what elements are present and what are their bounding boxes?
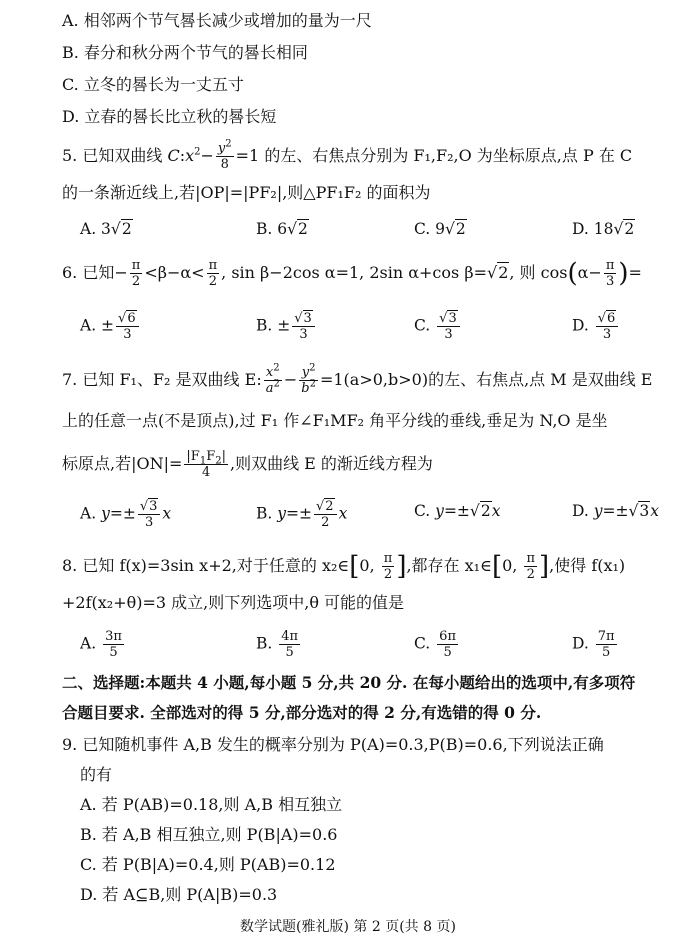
q8-option-d: D. $\frac{7\pi}{5}$: [572, 629, 615, 660]
q8-option-a: A. $\frac{3\pi}{5}$: [80, 629, 122, 660]
q7-prefix: 7. 已知 F₁、F₂ 是双曲线 E:: [62, 370, 262, 389]
q4-option-c: C. 立冬的晷长为一丈五寸: [62, 75, 244, 94]
section2-line2: 合题目要求. 全部选对的得 5 分,部分选对的得 2 分,有选错的得 0 分.: [62, 703, 542, 722]
q6-prefix: 6. 已知: [62, 263, 115, 282]
q5-option-b: B. 6√2: [256, 220, 308, 238]
q5-option-a: A. 3√2: [80, 220, 132, 238]
q8-option-c: C. $\frac{6\pi}{5}$: [414, 629, 456, 660]
q6-mid: , sin β−2cos α=1, 2sin α+cos β=: [221, 263, 487, 282]
q9-stem-line2: 的有: [80, 765, 113, 784]
q5-prefix: 5. 已知双曲线: [62, 146, 168, 165]
q6-option-b: B. ± $\frac{√3}{3}$: [256, 312, 317, 341]
q9-option-a: A. 若 P(AB)=0.18,则 A,B 相互独立: [80, 795, 343, 814]
q5-option-d: D. 18√2: [572, 220, 635, 238]
page-footer: 数学试题(雅礼版) 第 2 页(共 8 页): [240, 919, 456, 935]
section2-line1: 二、选择题:本题共 4 小题,每小题 5 分,共 20 分. 在每小题给出的选项中,有多项符: [62, 673, 636, 692]
q5-option-c: C. 9√2: [414, 220, 466, 238]
q6-option-a: A. ± $\frac{√6}{3}$: [80, 312, 141, 341]
q9-option-b: B. 若 A,B 相互独立,则 P(B|A)=0.6: [80, 825, 338, 844]
q7-option-d: D. y=±√3x: [572, 502, 659, 520]
q5-stem-line2: 的一条渐近线上,若|OP|=|PF₂|,则△PF₁F₂ 的面积为: [62, 183, 431, 202]
q7-option-c: C. y=±√2x: [414, 502, 501, 520]
q6-stem: 6. 已知− $\frac{\pi}{2}$ <β−α< $\frac{\pi}{2}$ , sin β−2cos α=1, 2sin α+cos β=√2, 则 cos(α− $\frac{\pi}{3}$ )=: [62, 258, 642, 289]
q8-stem-line2: +2f(x₂+θ)=3 成立,则下列选项中,θ 可能的值是: [62, 593, 405, 612]
q7-option-a: A. y=± $\frac{√3}{3}$ x: [80, 499, 172, 530]
q7-cond: =1(a>0,b>0)的左、右焦点,点 M 是双曲线 E: [319, 370, 653, 389]
q6-option-d: D. $\frac{√6}{3}$: [572, 312, 620, 341]
q5-stem-line1: 5. 已知双曲线 $C:x^2-$ $\frac{y^2}{8}$ =1 的左、右焦点分别为 F₁,F₂,O 为坐标原点,点 P 在 C: [62, 138, 633, 172]
q9-option-d: D. 若 A⊆B,则 P(A|B)=0.3: [80, 885, 278, 904]
q7-stem-line3: 标原点,若|ON|= $\frac{|F_1F_2|}{4}$ ,则双曲线 E 的渐近线方程为: [62, 449, 433, 480]
q4-option-d: D. 立春的晷长比立秋的晷长短: [62, 107, 277, 126]
q7-stem-line1: 7. 已知 F₁、F₂ 是双曲线 E: $\frac{x^2}{a^2}$ − $\frac{y^2}{b^2}$ =1(a>0,b>0)的左、右焦点,点 M 是双曲线 E: [62, 362, 653, 396]
q6-end: , 则 cos: [509, 263, 568, 282]
q6-option-c: C. $\frac{√3}{3}$: [414, 312, 462, 341]
q4-option-a: A. 相邻两个节气晷长减少或增加的量为一尺: [62, 11, 372, 30]
q7-stem-line2: 上的任意一点(不是顶点),过 F₁ 作∠F₁MF₂ 角平分线的垂线,垂足为 N,O 是坐: [62, 411, 608, 430]
q8-option-b: B. $\frac{4\pi}{5}$: [256, 629, 299, 660]
q8-stem-line1: 8. 已知 f(x)=3sin x+2,对于任意的 x₂∈[0, $\frac{\pi}{2}$ ],都存在 x₁∈[0, $\frac{\pi}{2}$ ],使得 f(x₁): [62, 551, 626, 582]
q5-mid: 的左、右焦点分别为 F₁,F₂,O 为坐标原点,点 P 在 C: [264, 146, 633, 165]
q9-option-c: C. 若 P(B|A)=0.4,则 P(AB)=0.12: [80, 855, 336, 874]
q7-option-b: B. y=± $\frac{√2}{2}$ x: [256, 499, 348, 530]
q9-stem-line1: 9. 已知随机事件 A,B 发生的概率分别为 P(A)=0.3,P(B)=0.6,下列说法正确: [62, 735, 604, 754]
q4-option-b: B. 春分和秋分两个节气的晷长相同: [62, 43, 308, 62]
